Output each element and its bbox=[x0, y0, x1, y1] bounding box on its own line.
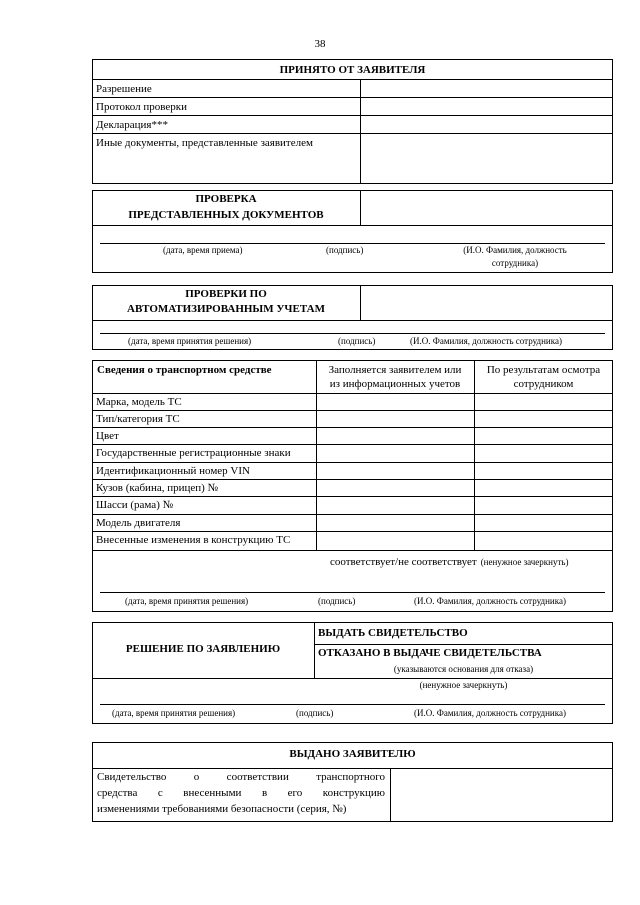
vehicle-header-col2-line2: из информационных учетов bbox=[329, 378, 461, 390]
vehicle-row-chassis: Шасси (рама) № bbox=[96, 499, 174, 511]
vehicle-sign-label: (подпись) bbox=[318, 596, 356, 606]
vehicle-row-color: Цвет bbox=[96, 430, 119, 442]
received-row-other-documents: Иные документы, представленные заявителем bbox=[96, 137, 313, 149]
decision-sign-label: (подпись) bbox=[296, 708, 334, 718]
vehicle-header-col1: Сведения о транспортном средстве bbox=[97, 364, 272, 376]
vehicle-row-make-model: Марка, модель ТС bbox=[96, 396, 182, 408]
vehicle-row-plates: Государственные регистрационные знаки bbox=[96, 447, 291, 459]
vehicle-row-engine-model: Модель двигателя bbox=[96, 517, 181, 529]
vehicle-row-type-category: Тип/категория ТС bbox=[96, 413, 180, 425]
section-received-from-applicant bbox=[92, 59, 613, 184]
section-received-title: ПРИНЯТО ОТ ЗАЯВИТЕЛЯ bbox=[279, 64, 426, 76]
decision-title: РЕШЕНИЕ ПО ЗАЯВЛЕНИЮ bbox=[125, 643, 281, 655]
received-row-inspection-protocol: Протокол проверки bbox=[96, 101, 187, 113]
documents-check-sign-label: (подпись) bbox=[326, 245, 364, 255]
issued-text-line1: Свидетельство о соответствии транспортного bbox=[97, 771, 385, 783]
decision-option-issue: ВЫДАТЬ СВИДЕТЕЛЬСТВО bbox=[318, 627, 468, 639]
documents-check-name-label-line1: (И.О. Фамилия, должность bbox=[463, 245, 567, 255]
vehicle-header-col3-line2: сотрудником bbox=[513, 378, 574, 390]
documents-check-title-line1: ПРОВЕРКА bbox=[195, 193, 257, 205]
conformity-note: (ненужное зачеркнуть) bbox=[480, 557, 569, 567]
automated-checks-sign-label: (подпись) bbox=[338, 336, 376, 346]
documents-check-title-line2: ПРЕДСТАВЛЕННЫХ ДОКУМЕНТОВ bbox=[128, 209, 324, 221]
automated-checks-title-line2: АВТОМАТИЗИРОВАННЫМ УЧЕТАМ bbox=[127, 303, 325, 315]
automated-checks-date-label: (дата, время принятия решения) bbox=[128, 336, 252, 346]
decision-strike-note: (ненужное зачеркнуть) bbox=[419, 680, 508, 690]
issued-text-line2: средства с внесенными в его конструкцию bbox=[97, 787, 385, 799]
received-row-declaration: Декларация*** bbox=[96, 119, 168, 131]
conformity-text: соответствует/не соответствует bbox=[330, 556, 477, 568]
automated-checks-name-label: (И.О. Фамилия, должность сотрудника) bbox=[410, 336, 562, 346]
decision-date-label: (дата, время принятия решения) bbox=[112, 708, 236, 718]
page-number: 38 bbox=[314, 38, 326, 50]
issued-text-line3: изменениями требованиями безопасности (серия, №) bbox=[97, 803, 347, 815]
decision-name-label: (И.О. Фамилия, должность сотрудника) bbox=[414, 708, 566, 718]
decision-option-refuse: ОТКАЗАНО В ВЫДАЧЕ СВИДЕТЕЛЬСТВА bbox=[318, 647, 542, 659]
vehicle-name-label: (И.О. Фамилия, должность сотрудника) bbox=[414, 596, 566, 606]
documents-check-date-label: (дата, время приема) bbox=[163, 245, 243, 255]
vehicle-header-col2-line1: Заполняется заявителем или bbox=[328, 364, 462, 376]
vehicle-date-label: (дата, время принятия решения) bbox=[125, 596, 249, 606]
vehicle-row-vin: Идентификационный номер VIN bbox=[96, 465, 250, 477]
conformity-line bbox=[330, 552, 569, 570]
documents-check-name-label-line2: сотрудника) bbox=[491, 258, 539, 268]
received-row-permit: Разрешение bbox=[96, 83, 152, 95]
decision-reason-note: (указываются основания для отказа) bbox=[393, 664, 534, 674]
vehicle-row-design-changes: Внесенные изменения в конструкцию ТС bbox=[96, 534, 291, 546]
issued-title: ВЫДАНО ЗАЯВИТЕЛЮ bbox=[289, 748, 416, 760]
automated-checks-title-line1: ПРОВЕРКИ ПО bbox=[185, 288, 267, 300]
vehicle-row-body: Кузов (кабина, прицеп) № bbox=[96, 482, 219, 494]
vehicle-header-col3-line1: По результатам осмотра bbox=[486, 364, 601, 376]
